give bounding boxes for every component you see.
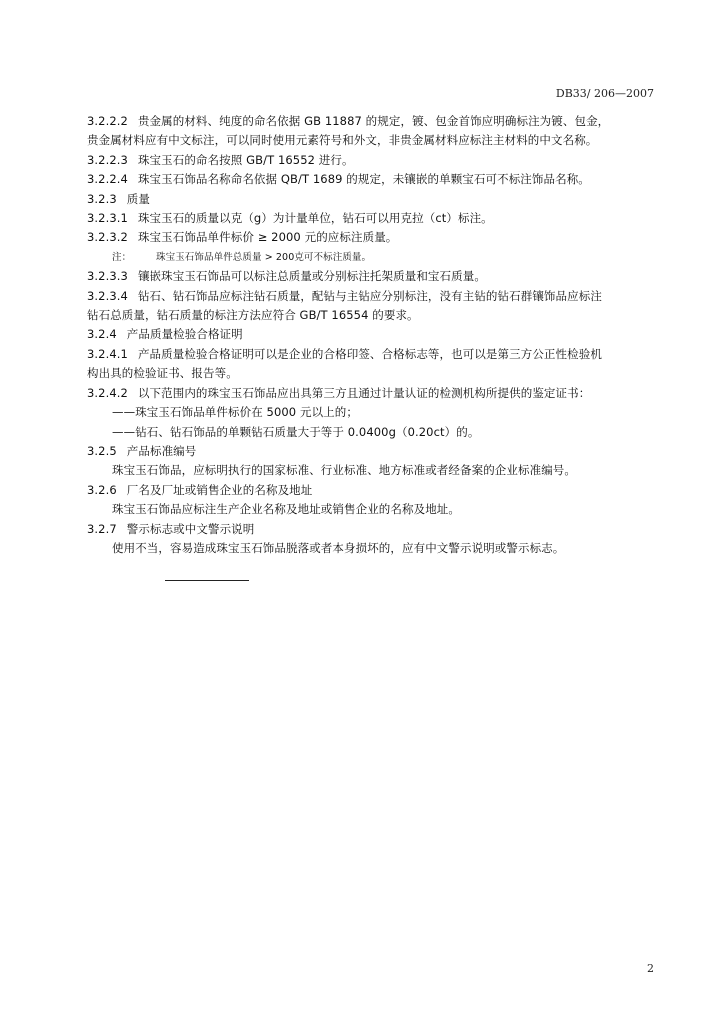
- clause-text: 钻石、钻石饰品应标注钻石质量，配钻与主钻应分别标注，没有主钻的钻石群镶饰品应标注: [137, 288, 602, 303]
- clause-heading: 质量: [126, 191, 150, 206]
- clause-number: 3.2.2.2: [87, 114, 128, 128]
- clause-3-2-2-2-cont: [87, 131, 662, 150]
- clause-text: 珠宝玉石饰品名称命名依据 QB/T 1689 的规定，未镶嵌的单颗宝石可不标注饰品名称。: [137, 172, 590, 187]
- document-body: [87, 112, 662, 558]
- clause-text: 以下范围内的珠宝玉石饰品应出具第三方且通过计量认证的检测机构所提供的鉴定证书：: [137, 385, 591, 400]
- clause-text: 珠宝玉石饰品单件标价 ≥ 2000 元的应标注质量。: [137, 230, 398, 245]
- clause-3-2-2-2: [87, 112, 662, 131]
- clause-3-2-4: [87, 325, 662, 344]
- clause-3-2-7: [87, 520, 662, 539]
- clause-number: 3.2.4.1: [87, 346, 128, 361]
- clause-number: 3.2.3.1: [87, 211, 128, 226]
- clause-number: 3.2.5: [87, 443, 117, 458]
- clause-3-2-4-1: [87, 345, 662, 364]
- clause-text: 构出具的检验证书、报告等。: [87, 366, 238, 381]
- clause-text: 贵金属的材料、纯度的命名依据 GB 11887 的规定，镀、包金首饰应明确标注为镀、包金，: [137, 114, 610, 128]
- clause-number: 3.2.3: [87, 191, 117, 206]
- clause-number: 3.2.2.4: [87, 172, 128, 187]
- clause-text: 产品质量检验合格证明可以是企业的合格印签、合格标志等，也可以是第三方公正性检验机: [137, 346, 602, 361]
- clause-3-2-3-4: [87, 287, 662, 306]
- clause-text: 珠宝玉石的质量以克（g）为计量单位，钻石可以用克拉（ct）标注。: [137, 211, 493, 226]
- clause-3-2-3-3: [87, 267, 662, 286]
- clause-3-2-4-1-cont: [87, 364, 662, 383]
- note-text: 珠宝玉石饰品单件总质量 > 200克可不标注质量。: [156, 251, 372, 263]
- clause-3-2-5: [87, 442, 662, 461]
- clause-heading: 产品标准编号: [126, 443, 197, 458]
- clause-number: 3.2.3.4: [87, 288, 128, 303]
- clause-number: 3.2.6: [87, 482, 117, 497]
- clause-body: 使用不当，容易造成珠宝玉石饰品脱落或者本身损坏的，应有中文警示说明或警示标志。: [112, 540, 565, 555]
- clause-3-2-6: [87, 481, 662, 500]
- end-rule: [165, 580, 249, 581]
- clause-3-2-3-2: [87, 228, 662, 247]
- clause-number: 3.2.2.3: [87, 152, 128, 167]
- clause-text: 贵金属材料应有中文标注，可以同时使用元素符号和外文，非贵金属材料应标注主材料的中文名称。: [87, 133, 598, 148]
- clause-number: 3.2.4.2: [87, 385, 128, 400]
- clause-3-2-3: [87, 190, 662, 209]
- document-code: DB33/ 206—2007: [555, 87, 654, 100]
- clause-3-2-2-3: [87, 151, 662, 170]
- clause-text: 珠宝玉石的命名按照 GB/T 16552 进行。: [137, 152, 354, 167]
- clause-heading: 产品质量检验合格证明: [126, 327, 243, 342]
- clause-text: 镶嵌珠宝玉石饰品可以标注总质量或分别标注托架质量和宝石质量。: [137, 269, 486, 284]
- clause-3-2-4-2: [87, 384, 662, 403]
- clause-heading: 警示标志或中文警示说明: [126, 521, 255, 536]
- clause-body: 珠宝玉石饰品应标注生产企业名称及地址或销售企业的名称及地址。: [112, 502, 460, 517]
- dash-item: ——珠宝玉石饰品单件标价在 5000 元以上的；: [112, 405, 358, 420]
- clause-body: 珠宝玉石饰品，应标明执行的国家标准、行业标准、地方标准或者经备案的企业标准编号。: [112, 463, 576, 478]
- clause-text: 钻石总质量，钻石质量的标注方法应符合 GB/T 16554 的要求。: [87, 308, 419, 323]
- dash-item: ——钻石、钻石饰品的单颗钻石质量大于等于 0.0400g（0.20ct）的。: [112, 424, 480, 439]
- clause-3-2-3-1: [87, 209, 662, 228]
- clause-heading: 厂名及厂址或销售企业的名称及地址: [126, 482, 313, 497]
- note-label: 注：: [112, 251, 132, 263]
- clause-3-2-3-4-cont: [87, 306, 662, 325]
- clause-number: 3.2.4: [87, 327, 117, 342]
- note: [87, 248, 662, 267]
- clause-3-2-2-4: [87, 170, 662, 189]
- clause-number: 3.2.3.2: [87, 230, 128, 245]
- page-number: 2: [647, 962, 654, 975]
- clause-number: 3.2.3.3: [87, 269, 128, 284]
- clause-number: 3.2.7: [87, 521, 117, 536]
